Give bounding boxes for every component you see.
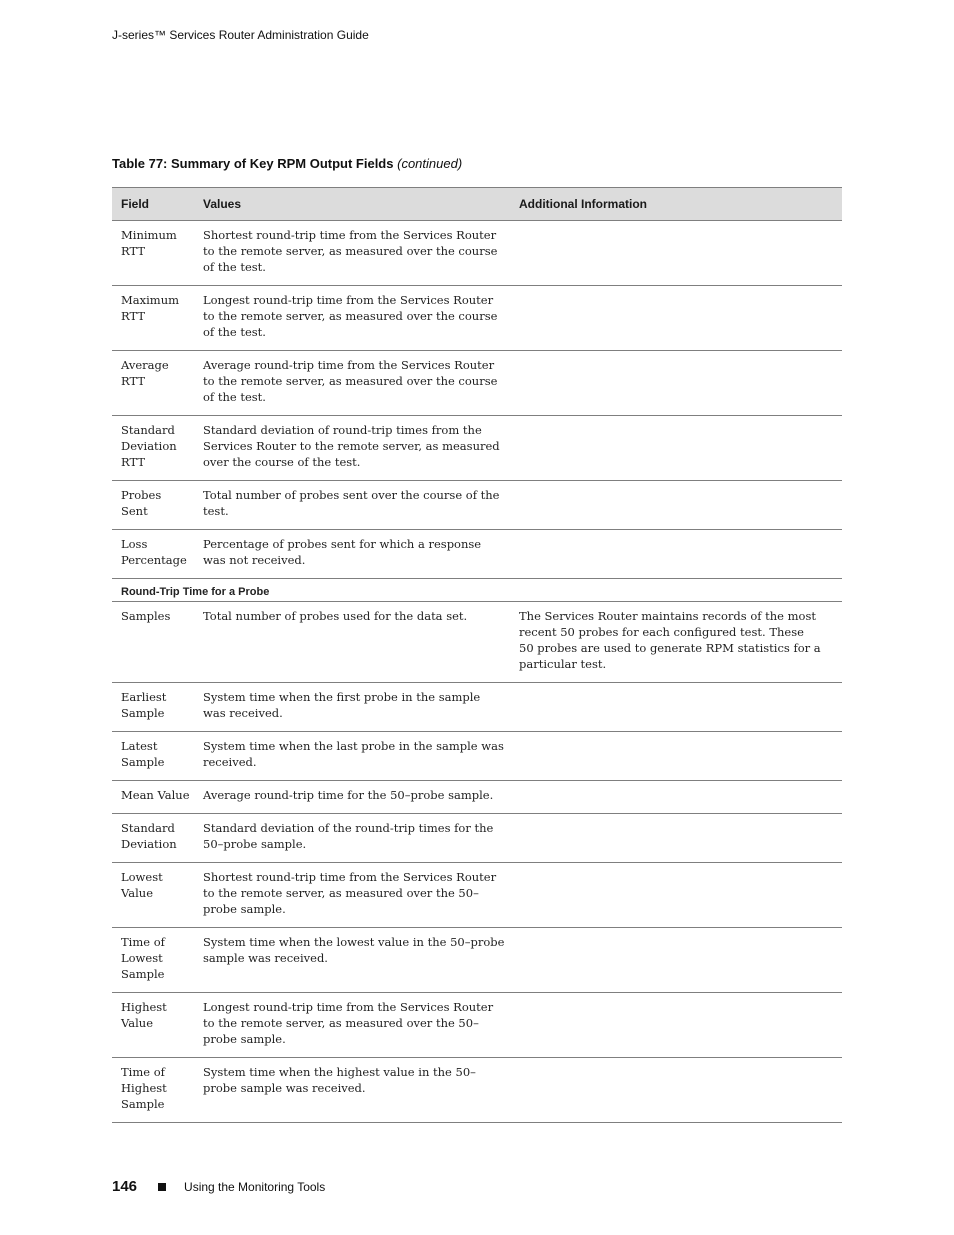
info-cell <box>510 416 842 481</box>
table-row <box>112 286 842 351</box>
values-cell: Standard deviation of the round-trip times for the 50–probe sample. <box>194 814 510 863</box>
info-cell <box>510 683 842 732</box>
info-cell: The Services Router maintains records of the most recent 50 probes for each configured test. These 50 probes are used to generate RPM statistics for a particular test. <box>510 602 842 683</box>
table-header-row <box>112 188 842 221</box>
column-header-values: Values <box>194 188 510 221</box>
section-label: Round-Trip Time for a Probe <box>112 579 842 602</box>
table-title-suffix: (continued) <box>397 156 463 171</box>
values-cell: Shortest round-trip time from the Services Router to the remote server, as measured over the course of the test. <box>194 221 510 286</box>
running-header: J-series™ Services Router Administration Guide <box>112 28 369 42</box>
field-cell: Average RTT <box>112 351 194 416</box>
field-cell: Samples <box>112 602 194 683</box>
field-cell: Time of Highest Sample <box>112 1058 194 1123</box>
table-row <box>112 732 842 781</box>
rpm-output-fields-table <box>112 187 842 1123</box>
values-cell: Longest round-trip time from the Services Router to the remote server, as measured over the 50–probe sample. <box>194 993 510 1058</box>
values-cell: Longest round-trip time from the Services Router to the remote server, as measured over the course of the test. <box>194 286 510 351</box>
field-cell: Mean Value <box>112 781 194 814</box>
table-row <box>112 863 842 928</box>
field-cell: Lowest Value <box>112 863 194 928</box>
values-cell: System time when the highest value in the 50–probe sample was received. <box>194 1058 510 1123</box>
field-cell: Minimum RTT <box>112 221 194 286</box>
table-row <box>112 602 842 683</box>
info-cell <box>510 1058 842 1123</box>
table-row <box>112 928 842 993</box>
field-cell: Time of Lowest Sample <box>112 928 194 993</box>
info-cell <box>510 814 842 863</box>
info-cell <box>510 221 842 286</box>
table-row <box>112 351 842 416</box>
table-row <box>112 481 842 530</box>
info-cell <box>510 928 842 993</box>
values-cell: Total number of probes used for the data set. <box>194 602 510 683</box>
field-cell: Loss Percentage <box>112 530 194 579</box>
values-cell: Average round-trip time from the Services Router to the remote server, as measured over the course of the test. <box>194 351 510 416</box>
table-row <box>112 221 842 286</box>
values-cell: System time when the last probe in the sample was received. <box>194 732 510 781</box>
info-cell <box>510 351 842 416</box>
footer-section-name: Using the Monitoring Tools <box>184 1179 326 1194</box>
table-row <box>112 814 842 863</box>
field-cell: Probes Sent <box>112 481 194 530</box>
values-cell: Total number of probes sent over the course of the test. <box>194 481 510 530</box>
info-cell <box>510 286 842 351</box>
field-cell: Highest Value <box>112 993 194 1058</box>
field-cell: Maximum RTT <box>112 286 194 351</box>
table-row <box>112 416 842 481</box>
info-cell <box>510 530 842 579</box>
values-cell: Percentage of probes sent for which a response was not received. <box>194 530 510 579</box>
values-cell: Standard deviation of round-trip times from the Services Router to the remote server, as measured over the course of the test. <box>194 416 510 481</box>
table-row <box>112 993 842 1058</box>
section-header-row <box>112 579 842 602</box>
info-cell <box>510 863 842 928</box>
values-cell: Average round-trip time for the 50–probe sample. <box>194 781 510 814</box>
table-row <box>112 1058 842 1123</box>
page-number: 146 <box>112 1178 138 1195</box>
info-cell <box>510 993 842 1058</box>
info-cell <box>510 481 842 530</box>
field-cell: Standard Deviation <box>112 814 194 863</box>
info-cell <box>510 732 842 781</box>
values-cell: System time when the lowest value in the 50–probe sample was received. <box>194 928 510 993</box>
column-header-field: Field <box>112 188 194 221</box>
info-cell <box>510 781 842 814</box>
table-title <box>112 156 462 171</box>
field-cell: Standard Deviation RTT <box>112 416 194 481</box>
field-cell: Latest Sample <box>112 732 194 781</box>
values-cell: System time when the first probe in the sample was received. <box>194 683 510 732</box>
table-title-text: Table 77: Summary of Key RPM Output Fields <box>112 156 394 171</box>
page-footer <box>112 1178 325 1195</box>
table-row <box>112 781 842 814</box>
table-row <box>112 683 842 732</box>
column-header-additional-information: Additional Information <box>510 188 842 221</box>
square-bullet-icon <box>158 1183 166 1191</box>
table-row <box>112 530 842 579</box>
values-cell: Shortest round-trip time from the Services Router to the remote server, as measured over the 50–probe sample. <box>194 863 510 928</box>
field-cell: Earliest Sample <box>112 683 194 732</box>
